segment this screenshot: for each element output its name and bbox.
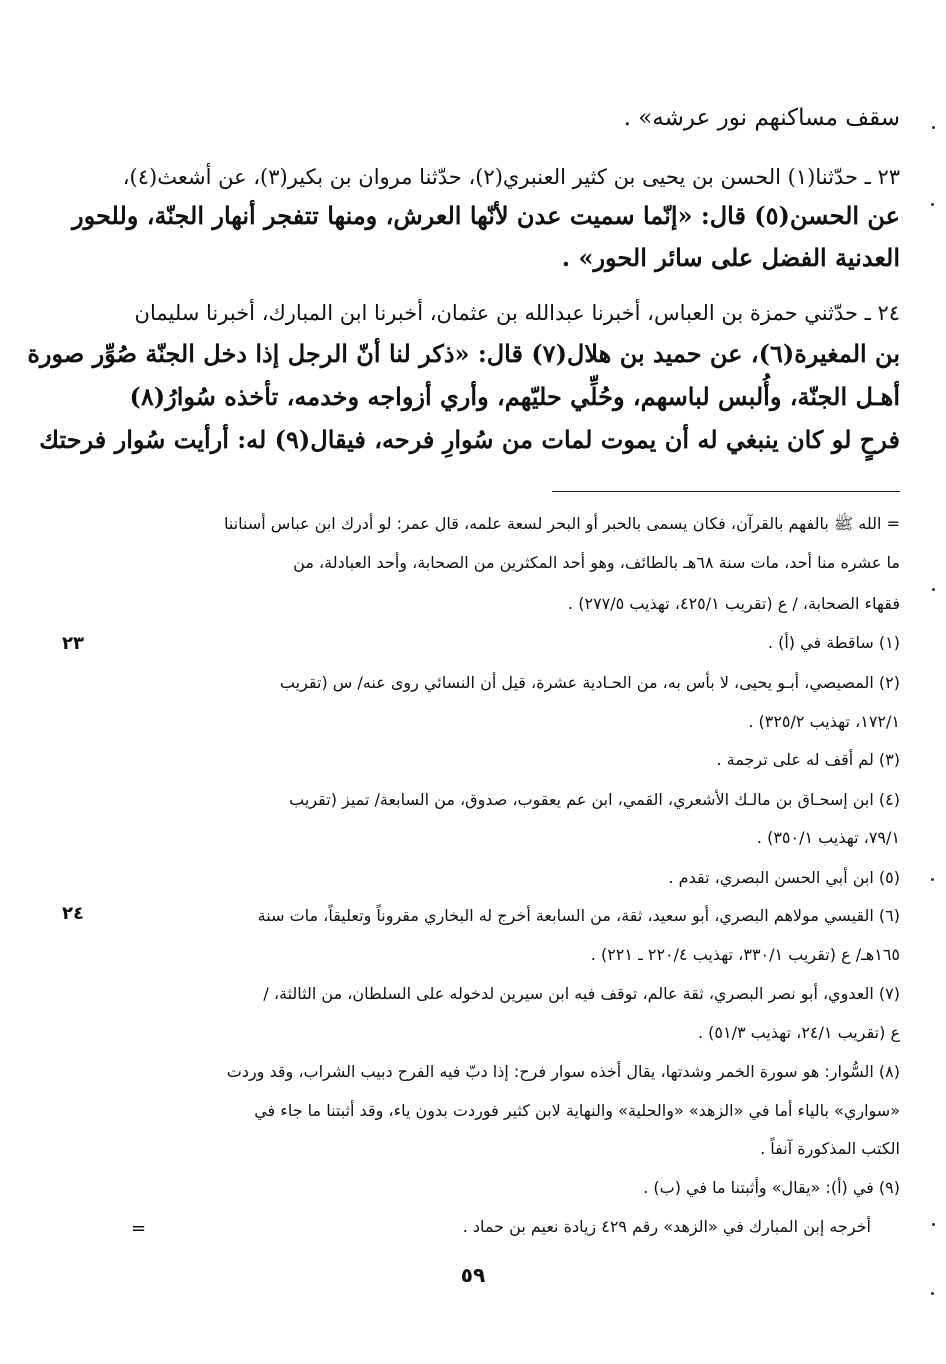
footnote-7-cont: ع (تقريب ٢٤/١، تهذيب ٥١/٣) . xyxy=(698,1023,900,1042)
paragraph-24-line: ٢٤ ـ حدّثني حمزة بن العباس، أخبرنا عبدالله بن عثمان، أخبرنا ابن المبارك، أخبرنا سليمان xyxy=(134,301,900,325)
footnote-7: (٧) العدوي، أبو نصر البصري، ثقة عالم، توقف فيه ابن سيرين لدخوله على السلطان، من الثالثة، / xyxy=(263,984,900,1003)
scan-speck xyxy=(931,1292,934,1295)
paragraph-24-line: بن المغيرة(٦)، عن حميد بن هلال(٧) قال: «ذكر لنا أنّ الرجل إذا دخل الجنّة صُوِّر صورة xyxy=(27,339,900,368)
margin-number-23: ٢٣ xyxy=(62,633,84,654)
footnote-continuation-line: فقهاء الصحابة، / ع (تقريب ٤٢٥/١، تهذيب ٢٧٧/٥) . xyxy=(568,594,900,613)
paragraph-24-line: أهـل الجنّة، وأُلبس لباسهم، وحُلِّي حليّهم، وأري أزواجه وخدمه، تأخذه سُوارُ(٨) xyxy=(129,382,900,411)
margin-number-24: ٢٤ xyxy=(62,903,84,924)
footnote-3: (٣) لم أقف له على ترجمة . xyxy=(716,750,900,769)
footnote-8-cont: الكتب المذكورة آنفاً . xyxy=(760,1139,900,1158)
footnote-6: (٦) القيسي مولاهم البصري، أبو سعيد، ثقة، من السابعة أخرج له البخاري مقروناً وتعليقاً، مات سنة xyxy=(257,906,900,925)
scan-speck xyxy=(932,126,935,129)
paragraph-23-line: عن الحسن(٥) قال: «إنّما سميت عدن لأنّها العرش، ومنها تتفجر أنهار الجنّة، وللحور xyxy=(72,201,900,230)
main-text-line: سقف مساكنهم نور عرشه» . xyxy=(623,105,900,131)
scan-speck xyxy=(931,878,934,881)
scan-speck xyxy=(931,203,934,206)
footnote-5: (٥) ابن أبي الحسن البصري، تقدم . xyxy=(668,868,900,887)
paragraph-23-line: ٢٣ ـ حدّثنا(١) الحسن بن يحيى بن كثير العنبري(٢)، حدّثنا مروان بن بكير(٣)، عن أشعث(٤)، xyxy=(122,165,900,189)
footnote-continuation-line: ما عشره منا أحد، مات سنة ٦٨هـ بالطائف، وهو أحد المكثرين من الصحابة، وأحد العبادلة، من xyxy=(293,553,900,572)
footnote-continuation-line: = الله ﷺ بالفهم بالقرآن، فكان يسمى بالحبر أو البحر لسعة علمه، قال عمر: لو أدرك ابن عباس أسناننا xyxy=(223,514,900,533)
page-number: ٥٩ xyxy=(460,1263,486,1287)
footnote-6-cont: ١٦٥هـ/ ع (تقريب ٣٣٠/١، تهذيب ٢٢٠/٤ ـ ٢٢١) . xyxy=(590,945,900,964)
footnote-9: (٩) في (أ): «يقال» وأثبتنا ما في (ب) . xyxy=(643,1178,900,1197)
paragraph-23-line: العدنية الفضل على سائر الحور» . xyxy=(561,243,900,272)
footnote-2-cont: ١٧٢/١، تهذيب ٣٢٥/٢) . xyxy=(748,712,900,731)
footnote-separator xyxy=(552,491,900,492)
footnote-1: (١) ساقطة في (أ) . xyxy=(767,633,900,652)
footnote-4: (٤) ابن إسحـاق بن مالـك الأشعري، القمي، ابن عم يعقوب، صدوق، من السابعة/ تميز (تقريب xyxy=(289,790,900,809)
continuation-sign: = xyxy=(131,1218,147,1239)
scan-speck xyxy=(932,1223,935,1226)
takhrij-note: أخرجه إبن المبارك في «الزهد» رقم ٤٢٩ زيادة نعيم بن حماد . xyxy=(462,1217,871,1236)
footnote-8-cont: «سواري» بالياء أما في «الزهد» «والحلية» والنهاية لابن كثير فوردت بدون ياء، وقد أثبتنا ما جاء في xyxy=(254,1101,900,1120)
paragraph-24-line: فرحٍ لو كان ينبغي له أن يموت لمات من سُوارِ فرحه، فيقال(٩) له: أرأيت سُوار فرحتك xyxy=(39,425,900,454)
footnote-2: (٢) المصيصي، أبـو يحيى، لا بأس به، من الحـادية عشرة، قيل أن النسائي روى عنه/ س (تقريب xyxy=(279,673,900,692)
scan-speck xyxy=(932,588,935,591)
footnote-8: (٨) السُّوار: هو سورة الخمر وشدتها، يقال أخذه سوار فرح: إذا دبّ فيه الفرح دبيب الشراب، وقد وردت xyxy=(226,1062,900,1081)
footnote-4-cont: ٧٩/١، تهذيب ٣٥٠/١) . xyxy=(756,828,900,847)
